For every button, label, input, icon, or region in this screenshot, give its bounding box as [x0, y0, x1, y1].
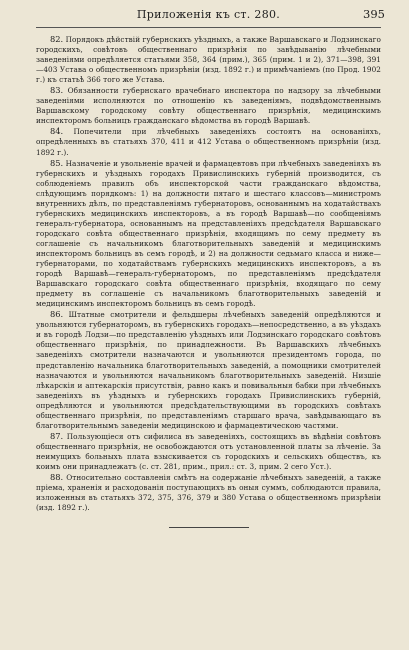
paragraph-86 [36, 309, 381, 431]
article-body [36, 34, 381, 513]
page-number: 395 [363, 7, 385, 21]
running-title: Приложенія къ ст. 280. [136, 8, 281, 21]
paragraph-text: Пользующіеся отъ сифилиса въ заведеніяхъ, состоящихъ въ вѣдѣніи совѣтовъ общественнаго призрѣнія, не освобождаются отъ установленной платы за лѣченіе. За неимущихъ больныхъ плата взыскивается съ городскихъ и сельскихъ обществъ, къ коимъ они принадлежатъ (с. ст. 281, прим., прил.: ст. 3, прим. 2 сего Уст.). [36, 431, 381, 471]
paragraph-number: 87. [50, 430, 64, 441]
header-rule [36, 27, 381, 28]
page-header [36, 6, 385, 23]
paragraph-text: Штатные смотрители и фельдшеры лѣчебныхъ заведеній опредѣляются и увольняются губернаторомъ, въ губернскихъ городахъ—непосредственно, а въ уѣздахъ и въ городѣ Лодзи—по представленію уѣздныхъ или Лодзинскаго городскаго совѣтовъ общественнаго призрѣнія, по принадлежности. Въ Варшавскихъ лѣчебныхъ заведеніяхъ смотрители назначаются и увольняются президентомъ города, по представленію начальника благотворительныхъ заведеній, а помощники смотрителей назначаются и увольняются начальникомъ благотворительныхъ заведеній. Низшіе лѣкарскія и аптекарскія присутствія, равно какъ и повивальныя бабки при лѣчебныхъ заведеніяхъ въ уѣздныхъ и губернскихъ городахъ Привислинскихъ губерній, опредѣляются и увольняются предсѣдательствующими въ городскихъ совѣтахъ общественнаго призрѣнія, по представленіямъ старшаго врача, завѣдывающаго въ благотворительнымъ заведеніи медицинскою и фармацевтическою частями. [36, 310, 381, 430]
paragraph-83 [36, 85, 381, 126]
paragraph-number: 85. [50, 157, 64, 168]
paragraph-85 [36, 158, 381, 310]
paragraph-number: 84. [50, 126, 64, 137]
paragraph-82 [36, 34, 381, 85]
paragraph-number: 88. [50, 472, 64, 483]
paragraph-text: Относительно составленія смѣтъ на содержаніе лѣчебныхъ заведеній, а также пріема, храненія и расходованія поступающихъ въ оныя суммъ, соблюдаются правила, изложенныя въ статьяхъ 372, 375, 376, 379 и 380 Устава о общественномъ призрѣніи (изд. 1892 г.). [36, 473, 382, 513]
paragraph-84 [36, 126, 381, 157]
paragraph-text: Обязанности губернскаго врачебнаго инспектора по надзору за лѣчебными заведеніями исполняются по отношенію къ заведеніямъ, подвѣдомственнымъ Варшавскому городскому совѣту общественнаго призрѣнія, медицинскимъ инспекторомъ больницъ гражданскаго вѣдомства въ городѣ Варшавѣ. [36, 86, 381, 126]
paragraph-number: 82. [50, 34, 64, 44]
paragraph-87 [36, 431, 381, 472]
paragraph-number: 86. [50, 309, 64, 320]
paragraph-88 [36, 472, 381, 513]
paragraph-text: Порядокъ дѣйствій губернскихъ уѣздныхъ, а также Варшавскаго и Лодзинскаго городскихъ, совѣтовъ общественнаго призрѣнія по завѣдыванію лѣчебными заведеніями опредѣляется статьями 358, 364 (прим.), 365 (прим. 1 и 2), 371—398, 391—403 Устава о общественномъ призрѣніи (изд. 1892 г.) и примѣчаніемъ (по Прод. 1902 г.) къ статьѣ 366 того же Устава. [36, 35, 381, 85]
paragraph-number: 83. [50, 85, 64, 96]
paragraph-text: Назначеніе и увольненіе врачей и фармацевтовъ при лѣчебныхъ заведеніяхъ въ губернскихъ и уѣздныхъ городахъ Привислинскихъ губерній производится, съ соблюденіемъ правилъ объ инспекторской части гражданскаго вѣдомства, слѣдующимъ порядкомъ: 1) на должности пятаго и шестаго классовъ—министромъ внутреннихъ дѣлъ, по представленіямъ губернаторовъ, основаннымъ на ходатайствахъ губернскихъ медицинскихъ инспекторовъ, а въ городѣ Варшавѣ—по сообщеніямъ генералъ-губернатора, основаннымъ на представленіяхъ предсѣдателя Варшавскаго городскаго совѣта общественнаго призрѣнія, входящимъ по сему предмету въ соглашеніе съ начальникомъ благотворительныхъ заведеній и медицинскимъ инспекторомъ больницъ въ семъ городѣ, и 2) на должности седьмаго класса и ниже—губернаторами, по ходатайствамъ губернскихъ медицинскихъ инспекторовъ, а въ городѣ Варшавѣ—генералъ-губернаторомъ, по представленіямъ предсѣдателя Варшавскаго городскаго совѣта общественнаго призрѣнія, входящаго по сему предмету въ соглашеніе съ начальникомъ благотворительныхъ заведеній и медицинскимъ инспекторомъ больницъ въ семъ городѣ. [36, 158, 382, 309]
paragraph-text: Попечители при лѣчебныхъ заведеніяхъ состоятъ на основаніяхъ, опредѣленныхъ въ статьяхъ 370, 411 и 412 Устава о общественномъ призрѣніи (изд. 1892 г.). [36, 127, 381, 157]
end-rule [169, 527, 249, 528]
